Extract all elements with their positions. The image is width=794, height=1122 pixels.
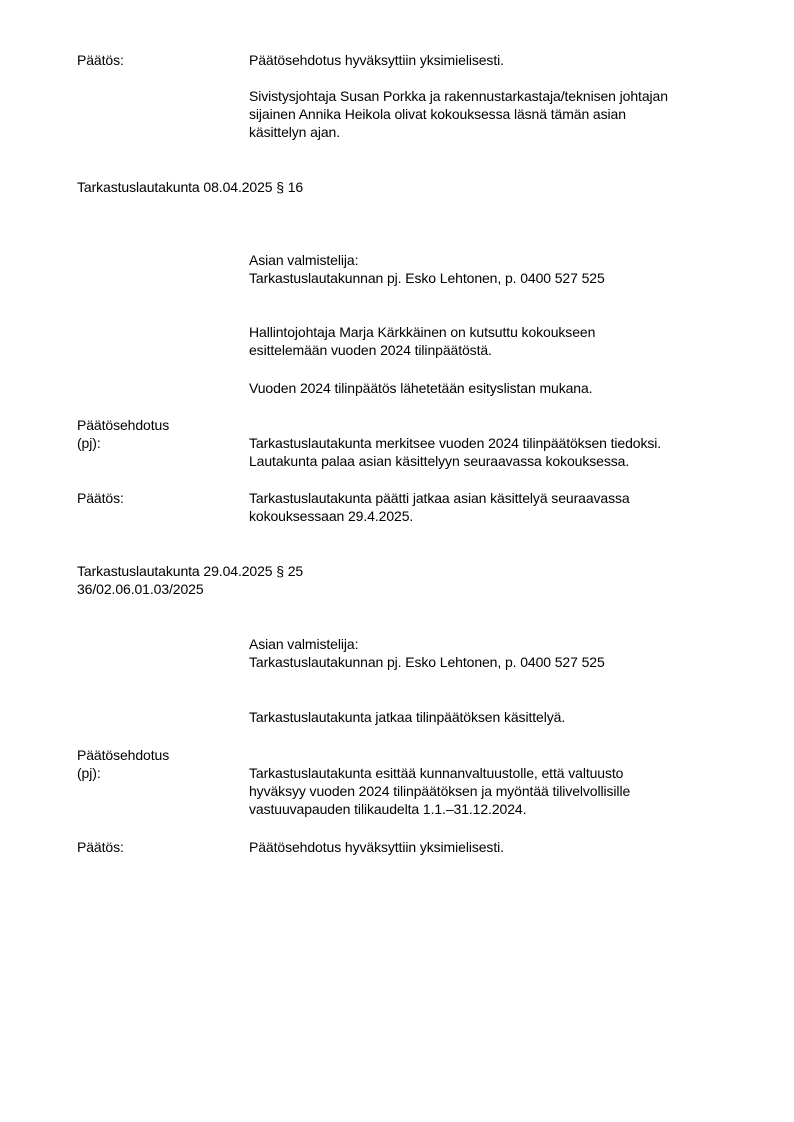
proposal-line-1: Tarkastuslautakunta merkitsee vuoden 2024 tilinpäätöksen tiedoksi. — [249, 435, 662, 451]
preparer-label: Asian valmistelija: — [249, 252, 359, 268]
proposal-label-pj: (pj): — [77, 765, 101, 781]
meeting-heading: Tarkastuslautakunta 29.04.2025 § 25 — [77, 563, 304, 579]
preparer-text: Tarkastuslautakunnan pj. Esko Lehtonen, p. 0400 527 525 — [249, 270, 605, 286]
paragraph-1: Tarkastuslautakunta jatkaa tilinpäätöksen käsittelyä. — [249, 709, 566, 725]
proposal-line-3: vastuuvapauden tilikaudelta 1.1.–31.12.2024. — [249, 801, 527, 817]
proposal-label-pj: (pj): — [77, 435, 101, 451]
paragraph-line-2: esittelemään vuoden 2024 tilinpäätöstä. — [249, 342, 492, 358]
proposal-label: Päätösehdotus — [77, 417, 170, 433]
presence-line-2: sijainen Annika Heikola olivat kokouksessa läsnä tämän asian — [249, 106, 626, 122]
decision-text: Päätösehdotus hyväksyttiin yksimielisesti. — [249, 52, 504, 68]
presence-line-1: Sivistysjohtaja Susan Porkka ja rakennustarkastaja/teknisen johtajan — [249, 88, 668, 104]
decision-label: Päätös: — [77, 839, 124, 855]
proposal-line-1: Tarkastuslautakunta esittää kunnanvaltuustolle, että valtuusto — [249, 765, 624, 781]
proposal-label: Päätösehdotus — [77, 747, 170, 763]
preparer-text: Tarkastuslautakunnan pj. Esko Lehtonen, p. 0400 527 525 — [249, 654, 605, 670]
decision-line-2: kokouksessaan 29.4.2025. — [249, 508, 414, 524]
paragraph-line-1: Hallintojohtaja Marja Kärkkäinen on kutsuttu kokoukseen — [249, 324, 596, 340]
presence-line-3: käsittelyn ajan. — [249, 124, 341, 140]
proposal-line-2: Lautakunta palaa asian käsittelyyn seuraavassa kokouksessa. — [249, 453, 630, 469]
decision-label: Päätös: — [77, 490, 124, 506]
case-number: 36/02.06.01.03/2025 — [77, 581, 204, 597]
preparer-label: Asian valmistelija: — [249, 636, 359, 652]
meeting-heading: Tarkastuslautakunta 08.04.2025 § 16 — [77, 179, 304, 195]
proposal-line-2: hyväksyy vuoden 2024 tilinpäätöksen ja myöntää tilivelvollisille — [249, 783, 631, 799]
decision-line-1: Tarkastuslautakunta päätti jatkaa asian käsittelyä seuraavassa — [249, 490, 630, 506]
decision-label: Päätös: — [77, 52, 124, 68]
paragraph-2: Vuoden 2024 tilinpäätös lähetetään esityslistan mukana. — [249, 380, 593, 396]
decision-text: Päätösehdotus hyväksyttiin yksimielisesti. — [249, 839, 504, 855]
